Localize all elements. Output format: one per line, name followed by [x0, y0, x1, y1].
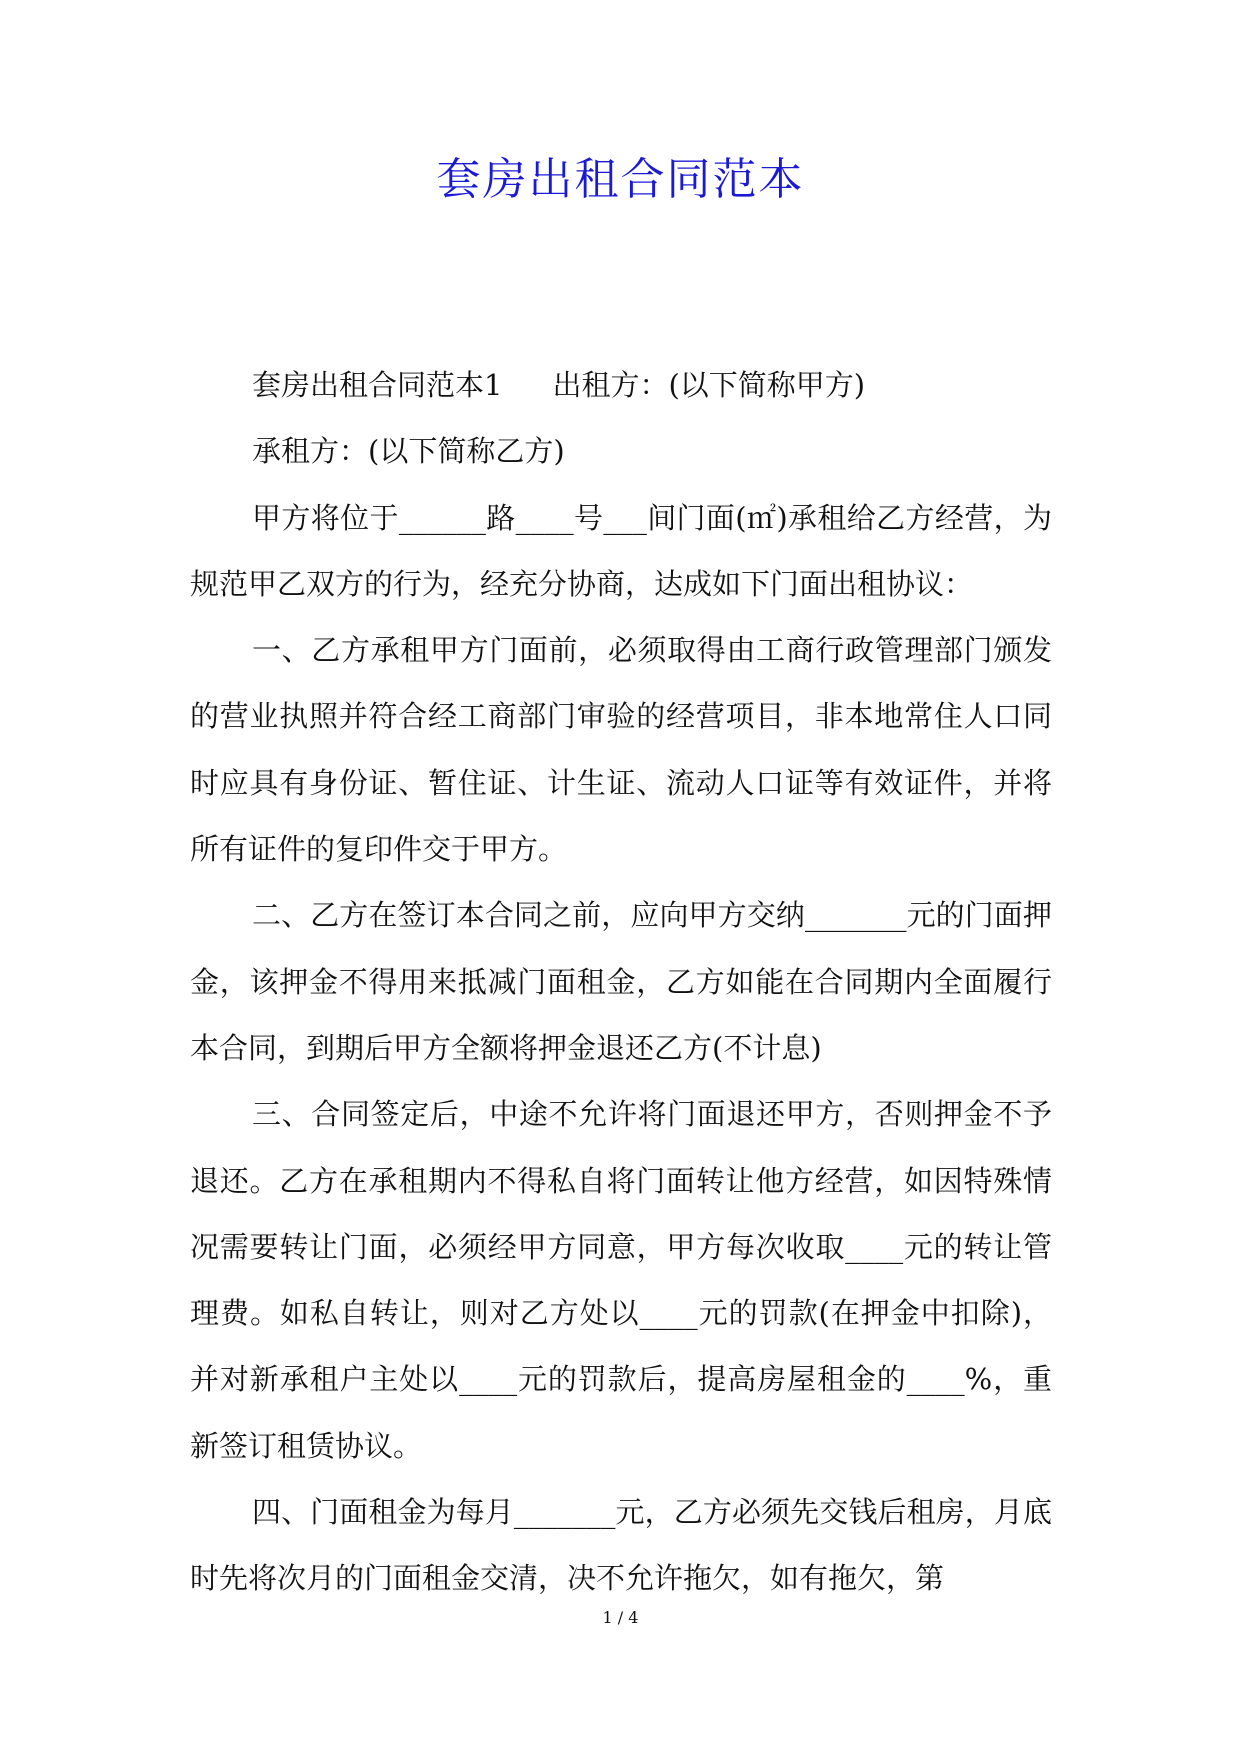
document-body: [190, 352, 1052, 1612]
paragraph-clause-2: 二、乙方在签订本合同之前，应向甲方交纳_______元的门面押金，该押金不得用来抵减门面租金，乙方如能在合同期内全面履行本合同，到期后甲方全额将押金退还乙方(不计息): [190, 898, 1052, 1065]
document-title: 套房出租合同范本: [436, 154, 805, 205]
paragraph-clause-3: 三、合同签定后，中途不允许将门面退还甲方，否则押金不予退还。乙方在承租期内不得私自将门面转让他方经营，如因特殊情况需要转让门面，必须经甲方同意，甲方每次收取____元的转让管理费。如私自转让，则对乙方处以____元的罚款(在押金中扣除)，并对新承租户主处以____元的罚款后，提高房屋租金的____%，重新签订租赁协议。: [190, 1097, 1052, 1463]
page-number: 1 / 4: [602, 1608, 639, 1627]
paragraph-clause-4: 四、门面租金为每月_______元，乙方必须先交钱后租房，月底时先将次月的门面租金交清，决不允许拖欠，如有拖欠，第: [190, 1495, 1052, 1596]
lessor-label: 出租方：(以下简称甲方): [552, 368, 866, 402]
paragraph-intro: [190, 352, 1052, 418]
paragraph-premises: 甲方将位于______路____号___间门面(㎡)承租给乙方经营，为规范甲乙双方的行为，经充分协商，达成如下门面出租协议：: [190, 500, 1052, 601]
contract-number-label: 套房出租合同范本1: [252, 368, 503, 402]
paragraph-lessee: 承租方：(以下简称乙方): [252, 434, 565, 469]
paragraph-clause-1: 一、乙方承租甲方门面前，必须取得由工商行政管理部门颁发的营业执照并符合经工商部门审验的经营项目，非本地常住人口同时应具有身份证、暂住证、计生证、流动人口证等有效证件，并将所有证件的复印件交于甲方。: [190, 633, 1052, 867]
